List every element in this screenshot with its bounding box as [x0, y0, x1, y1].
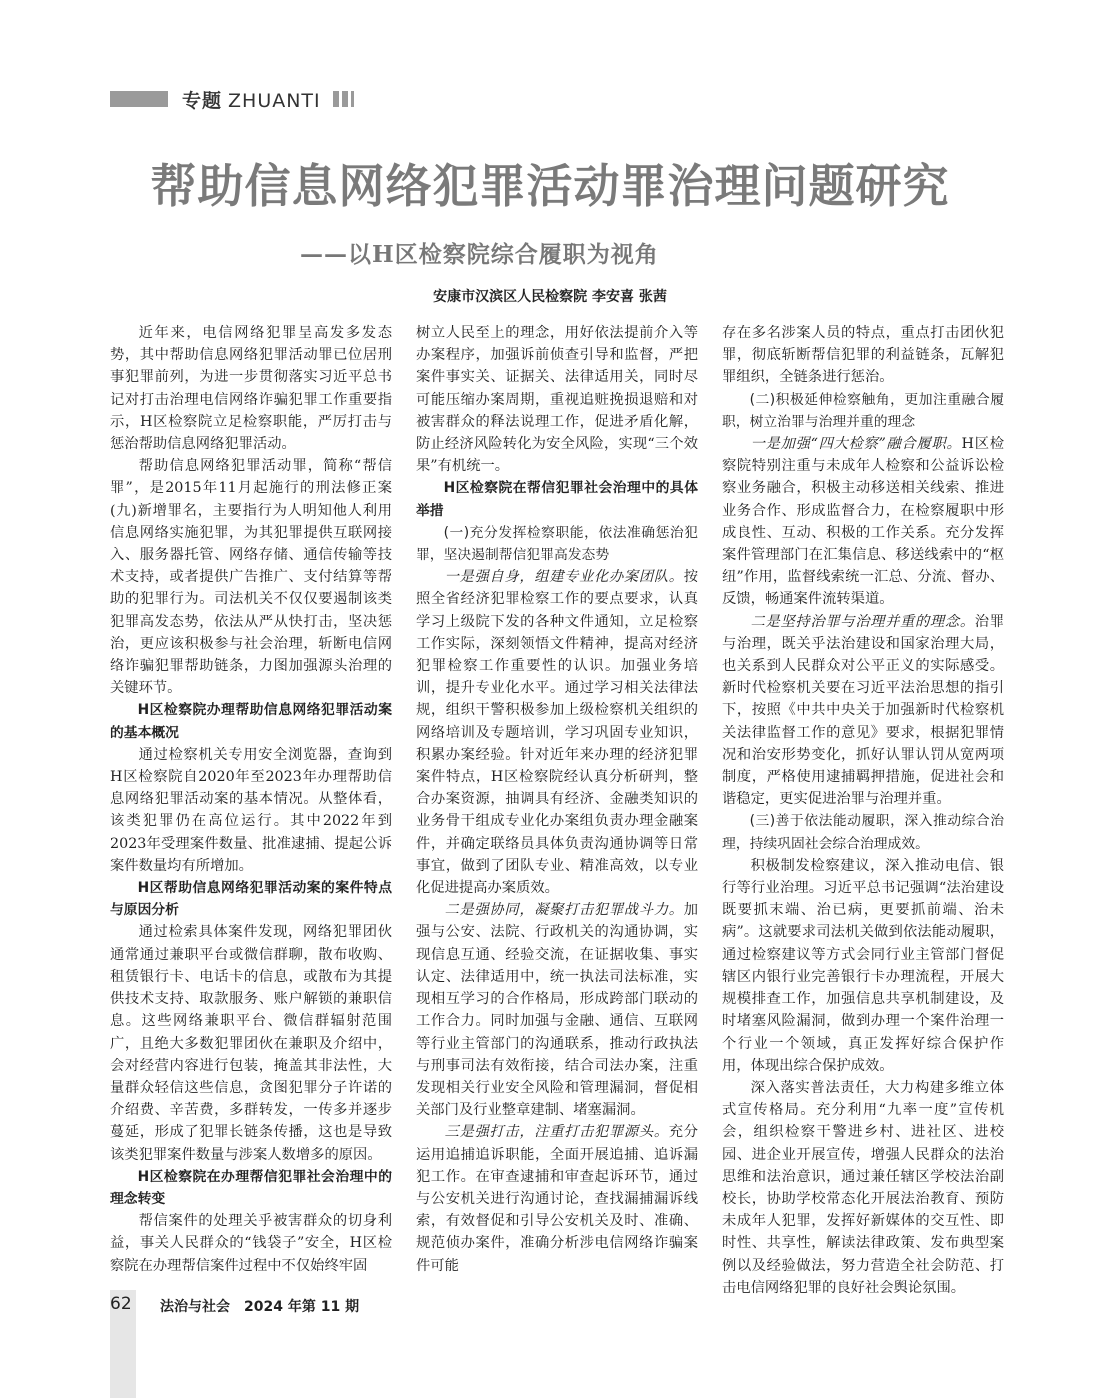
column-3: [722, 322, 1004, 1299]
section-heading: H区检察院在帮信犯罪社会治理中的具体举措: [416, 480, 698, 519]
column-1: [110, 322, 392, 1277]
subsection-heading: (一)充分发挥检察职能，依法准确惩治犯罪，坚决遏制帮信犯罪高发态势: [416, 524, 698, 564]
subsection-heading: (三)善于依法能动履职，深入推动综合治理，持续巩固社会综合治理成效。: [722, 813, 1004, 852]
article-subtitle: ——以H区检察院综合履职为视角: [300, 241, 659, 268]
section-heading: H区检察院办理帮助信息网络犯罪活动案的基本概况: [110, 702, 392, 741]
paragraph: [722, 433, 1004, 611]
paragraph: 树立人民至上的理念，用好依法提前介入等办案程序，加强诉前侦查引导和监督，严把案件事实关、证据关、法律适用关，同时尽可能压缩办案周期，重视追赃挽损退赔和对被害群众的释法说理工作，促进矛盾化解，防止经济风险转化为安全风险，实现“三个效果”有机统一。: [416, 325, 698, 475]
paragraph: 存在多名涉案人员的特点，重点打击团伙犯罪，彻底斩断帮信犯罪的利益链条，瓦解犯罪组织，全链条进行惩治。: [722, 325, 1004, 386]
paragraph-lead: 三是强打击，注重打击犯罪源头。: [444, 1124, 669, 1141]
subsection-heading: (二)积极延伸检察触角，更加注重融合履职，树立治罪与治理并重的理念: [722, 391, 1004, 430]
section-label-cn: 专题: [182, 89, 223, 112]
section-heading: H区帮助信息网络犯罪活动案的案件特点与原因分析: [110, 880, 392, 919]
paragraph-text: 按照全省经济犯罪检察工作的要点要求，认真学习上级院下发的各种文件通知，立足检察工作实际，深刻领悟文件精神，提高对经济犯罪检察工作重要性的认识。加强业务培训，提升专业化水平。通过学习相关法律法规，组织干警积极参加上级检察机关组织的网络培训及专题培训，学习巩固专业知识，积累办案经验。针对近年来办理的经济犯罪案件特点，H区检察院经认真分析研判，整合办案资源，抽调具有经济、金融类知识的业务骨干组成专业化办案组负责办理金融案件，并确定联络员具体负责沟通协调等日常事宜，做到了团队专业、精准高效，以专业化促进提高办案质效。: [416, 569, 698, 897]
paragraph: 积极制发检察建议，深入推动电信、银行等行业治理。习近平总书记强调“法治建设既要抓末端、治已病，更要抓前端、治未病”。这就要求司法机关做到依法能动履职，通过检察建议等方式会同行业主管部门督促辖区内银行业完善银行卡办理流程，开展大规模排查工作，加强信息共享机制建设，及时堵塞风险漏洞，做到办理一个案件治理一个行业一个领域，真正发挥好综合保护作用，体现出综合保护成效。: [722, 857, 1004, 1074]
paragraph: [416, 1121, 698, 1276]
paragraph: 近年来，电信网络犯罪呈高发多发态势，其中帮助信息网络犯罪活动罪已位居刑事犯罪前列，为进一步贯彻落实习近平总书记对打击治理电信网络诈骗犯罪工作重要指示，H区检察院立足检察职能，严厉打击与惩治帮助信息网络犯罪活动。: [110, 325, 392, 453]
article-author: 安康市汉滨区人民检察院 李安喜 张茜: [433, 289, 667, 305]
paragraph: 帮信案件的处理关乎被害群众的切身利益，事关人民群众的“钱袋子”安全，H区检察院在办理帮信案件过程中不仅始终牢固: [110, 1213, 392, 1274]
section-header: [110, 89, 354, 112]
paragraph: [416, 899, 698, 1121]
paragraph: [722, 611, 1004, 811]
section-bar: [110, 91, 168, 107]
paragraph-lead: 一是加强“四大检察”融合履职。: [750, 436, 962, 453]
column-2: [416, 322, 698, 1277]
paragraph-lead: 二是坚持治罪与治理并重的理念。: [750, 613, 975, 630]
paragraph-text: 治罪与治理，既关乎法治建设和国家治理大局，也关系到人民群众对公平正义的实际感受。新时代检察机关要在习近平法治思想的指引下，按照《中共中央关于加强新时代检察机关法律监督工作的意见》要求，根据犯罪情况和治安形势变化，抓好认罪认罚从宽两项制度，严格使用逮捕羁押措施，促进社会和谐稳定，更实促进治罪与治理并重。: [722, 613, 1005, 808]
paragraph: [416, 566, 698, 899]
paragraph: 深入落实普法责任，大力构建多维立体式宣传格局。充分利用“九率一度”宣传机会，组织检察干警进乡村、进社区、进校园、进企业开展宣传，增强人民群众的法治思维和法治意识，通过兼任辖区学校法治副校长，协助学校常态化开展法治教育、预防未成年人犯罪，发挥好新媒体的交互性、即时性、共享性，解读法律政策、发布典型案例以及经验做法，努力营造全社会防范、打击电信网络犯罪的良好社会舆论氛围。: [722, 1079, 1004, 1296]
section-label: [182, 86, 321, 113]
paragraph-text: H区检察院特别注重与未成年人检察和公益诉讼检察业务融合，积极主动移送相关线索、推进业务合作、形成监督合力，在检察履职中形成良性、互动、积极的工作关系。充分发挥案件管理部门在汇集信息、移送线索中的“枢纽”作用，监督线索统一汇总、分流、督办、反馈，畅通案件流转渠道。: [722, 436, 1005, 608]
section-heading: H区检察院在办理帮信犯罪社会治理中的理念转变: [110, 1168, 392, 1207]
paragraph: 通过检索具体案件发现，网络犯罪团伙通常通过兼职平台或微信群聊，散布收购、租赁银行卡、电话卡的信息，或散布为其提供技术支持、取款服务、账户解锁的兼职信息。这些网络兼职平台、微信群辐射范围广，且绝大多数犯罪团伙在兼职及介绍中，会对经营内容进行包装，掩盖其非法性，大量群众轻信这些信息，贪图犯罪分子许诺的介绍费、辛苦费，多群转发，一传多并逐步蔓延，形成了犯罪长链条传播，这也是导致该类犯罪案件数量与涉案人数增多的原因。: [110, 924, 392, 1163]
paragraph: 帮助信息网络犯罪活动罪，简称“帮信罪”，是2015年11月起施行的刑法修正案(九)新增罪名，主要指行为人明知他人利用信息网络实施犯罪，为其犯罪提供互联网接入、服务器托管、网络存储、通信传输等技术支持，或者提供广告推广、支付结算等帮助的犯罪行为。司法机关不仅仅要遏制该类犯罪高发态势，依法从严从快打击，坚决惩治，更应该积极参与社会治理，斩断电信网络诈骗犯罪帮助链条，力图加强源头治理的关键环节。: [110, 458, 392, 697]
section-stripes: [333, 91, 354, 107]
paragraph-text: 加强与公安、法院、行政机关的沟通协调，实现信息互通、经验交流，在证据收集、事实认定、法律适用中，统一执法司法标准，实现相互学习的合作格局，形成跨部门联动的工作合力。同时加强与金融、通信、互联网等行业主管部门的沟通联系，推动行政执法与刑事司法有效衔接，结合司法办案，注重发现相关行业安全风险和管理漏洞，督促相关部门及行业整章建制、堵塞漏洞。: [416, 902, 698, 1119]
article-body: [110, 322, 1005, 1296]
article-title: 帮助信息网络犯罪活动罪治理问题研究: [150, 159, 950, 213]
paragraph: 通过检察机关专用安全浏览器，查询到H区检察院自2020年至2023年办理帮助信息网络犯罪活动案的基本情况。从整体看，该类犯罪仍在高位运行。其中2022年到2023年受理案件数量、批准逮捕、提起公诉案件数量均有所增加。: [110, 746, 392, 874]
section-label-en: ZHUANTI: [228, 89, 321, 112]
paragraph-lead: 二是强协同，凝聚打击犯罪战斗力。: [444, 902, 684, 919]
paragraph-text: 充分运用追捕追诉职能，全面开展追捕、追诉漏犯工作。在审查逮捕和审查起诉环节，通过与公安机关进行沟通讨论，查找漏捕漏诉线索，有效督促和引导公安机关及时、准确、规范侦办案件，准确分析涉电信网络诈骗案件可能: [416, 1124, 699, 1274]
journal-name: 法治与社会 2024 年第 11 期: [160, 1299, 360, 1315]
paragraph-lead: 一是强自身，组建专业化办案团队。: [444, 569, 684, 586]
page-number: 62: [110, 1294, 132, 1314]
